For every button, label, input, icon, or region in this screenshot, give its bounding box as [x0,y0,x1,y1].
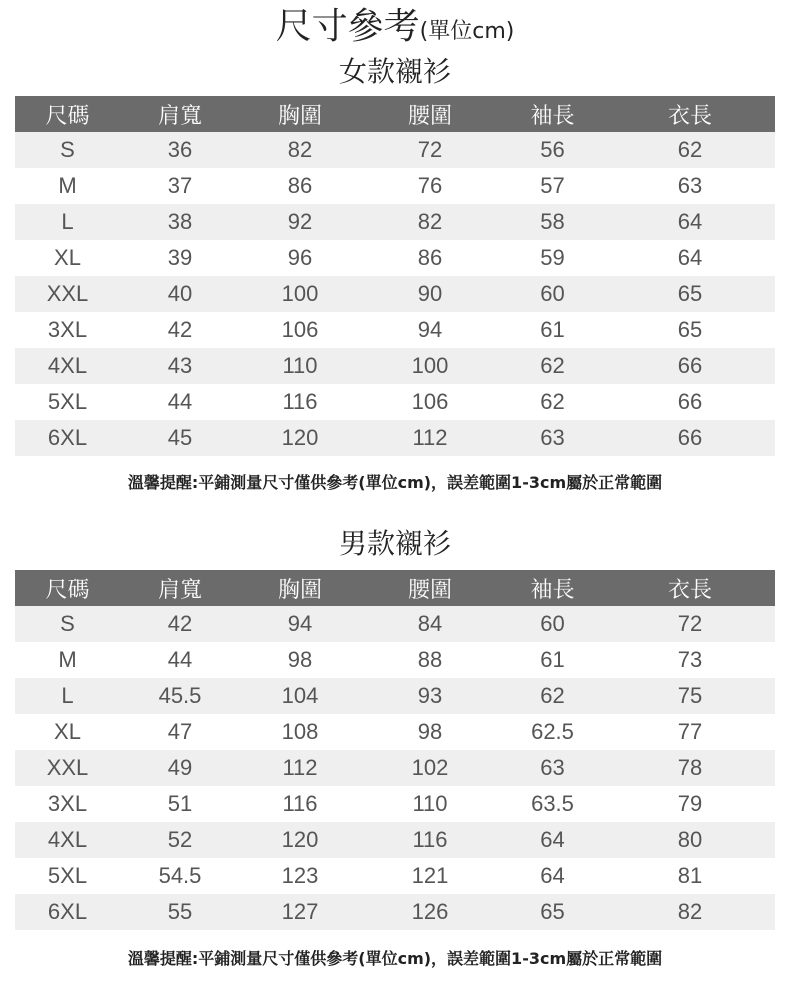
cell-shoulder: 38 [120,204,240,240]
cell-waist: 121 [360,858,500,894]
table-row [15,132,775,168]
cell-waist: 76 [360,168,500,204]
cell-size: 4XL [15,348,120,384]
table-row [15,858,775,894]
cell-sleeve: 62.5 [500,714,605,750]
cell-length: 82 [605,894,775,930]
cell-size: XXL [15,276,120,312]
cell-sleeve: 63.5 [500,786,605,822]
cell-waist: 86 [360,240,500,276]
cell-shoulder: 47 [120,714,240,750]
cell-shoulder: 42 [120,312,240,348]
table-row [15,714,775,750]
cell-size: 3XL [15,786,120,822]
col-header-size: 尺碼 [15,96,120,132]
table-header-row [15,570,775,606]
cell-sleeve: 56 [500,132,605,168]
cell-chest: 127 [240,894,360,930]
cell-chest: 106 [240,312,360,348]
cell-length: 65 [605,312,775,348]
women-size-table [15,96,775,456]
cell-shoulder: 45.5 [120,678,240,714]
cell-length: 77 [605,714,775,750]
cell-waist: 110 [360,786,500,822]
cell-shoulder: 43 [120,348,240,384]
cell-length: 63 [605,168,775,204]
cell-chest: 94 [240,606,360,642]
col-header-waist: 腰圍 [360,96,500,132]
cell-waist: 100 [360,348,500,384]
cell-shoulder: 52 [120,822,240,858]
cell-chest: 108 [240,714,360,750]
women-table-body [15,132,775,456]
cell-length: 73 [605,642,775,678]
cell-chest: 120 [240,822,360,858]
men-size-table [15,570,775,930]
cell-size: 6XL [15,420,120,456]
cell-shoulder: 51 [120,786,240,822]
cell-length: 65 [605,276,775,312]
col-header-length: 衣長 [605,96,775,132]
cell-shoulder: 40 [120,276,240,312]
cell-shoulder: 55 [120,894,240,930]
cell-shoulder: 42 [120,606,240,642]
cell-waist: 112 [360,420,500,456]
cell-sleeve: 61 [500,312,605,348]
cell-sleeve: 64 [500,858,605,894]
cell-chest: 92 [240,204,360,240]
table-row [15,750,775,786]
cell-length: 75 [605,678,775,714]
cell-sleeve: 59 [500,240,605,276]
cell-size: 5XL [15,384,120,420]
cell-length: 64 [605,240,775,276]
cell-waist: 84 [360,606,500,642]
cell-chest: 86 [240,168,360,204]
cell-sleeve: 60 [500,606,605,642]
cell-size: XXL [15,750,120,786]
cell-shoulder: 36 [120,132,240,168]
men-note: 溫馨提醒:平鋪測量尺寸僅供參考(單位cm)，誤差範圍1-3cm屬於正常範圍 [127,949,663,968]
cell-length: 64 [605,204,775,240]
col-header-size: 尺碼 [15,570,120,606]
cell-length: 66 [605,384,775,420]
cell-sleeve: 65 [500,894,605,930]
cell-chest: 100 [240,276,360,312]
cell-waist: 102 [360,750,500,786]
cell-sleeve: 63 [500,750,605,786]
table-row [15,678,775,714]
cell-length: 80 [605,822,775,858]
cell-size: L [15,204,120,240]
table-row [15,204,775,240]
cell-size: 6XL [15,894,120,930]
cell-size: S [15,132,120,168]
page-title [0,0,790,52]
cell-chest: 120 [240,420,360,456]
cell-shoulder: 45 [120,420,240,456]
table-row [15,312,775,348]
table-row [15,168,775,204]
cell-sleeve: 61 [500,642,605,678]
cell-chest: 116 [240,786,360,822]
table-row [15,642,775,678]
cell-shoulder: 44 [120,384,240,420]
col-header-sleeve: 袖長 [500,570,605,606]
cell-chest: 104 [240,678,360,714]
cell-chest: 112 [240,750,360,786]
cell-length: 78 [605,750,775,786]
cell-length: 66 [605,420,775,456]
cell-shoulder: 37 [120,168,240,204]
table-row [15,786,775,822]
cell-waist: 90 [360,276,500,312]
col-header-length: 衣長 [605,570,775,606]
cell-chest: 110 [240,348,360,384]
cell-waist: 98 [360,714,500,750]
table-row [15,420,775,456]
cell-length: 81 [605,858,775,894]
cell-size: 5XL [15,858,120,894]
cell-chest: 96 [240,240,360,276]
cell-chest: 116 [240,384,360,420]
cell-shoulder: 49 [120,750,240,786]
col-header-shoulder: 肩寬 [120,96,240,132]
cell-waist: 116 [360,822,500,858]
cell-shoulder: 54.5 [120,858,240,894]
cell-sleeve: 60 [500,276,605,312]
cell-length: 72 [605,606,775,642]
cell-waist: 72 [360,132,500,168]
table-row [15,276,775,312]
cell-shoulder: 44 [120,642,240,678]
cell-shoulder: 39 [120,240,240,276]
table-row [15,606,775,642]
cell-size: XL [15,240,120,276]
men-section-title: 男款襯衫 [338,527,451,560]
col-header-chest: 胸圍 [240,96,360,132]
table-row [15,384,775,420]
col-header-sleeve: 袖長 [500,96,605,132]
cell-waist: 93 [360,678,500,714]
women-section-title: 女款襯衫 [338,55,451,88]
cell-size: 4XL [15,822,120,858]
cell-size: XL [15,714,120,750]
col-header-chest: 胸圍 [240,570,360,606]
cell-chest: 82 [240,132,360,168]
cell-sleeve: 64 [500,822,605,858]
cell-sleeve: 62 [500,384,605,420]
table-row [15,822,775,858]
cell-size: L [15,678,120,714]
cell-size: 3XL [15,312,120,348]
cell-sleeve: 62 [500,678,605,714]
cell-waist: 82 [360,204,500,240]
cell-waist: 88 [360,642,500,678]
table-header-row [15,96,775,132]
cell-waist: 94 [360,312,500,348]
col-header-waist: 腰圍 [360,570,500,606]
men-table-body [15,606,775,930]
cell-sleeve: 57 [500,168,605,204]
cell-length: 79 [605,786,775,822]
cell-sleeve: 63 [500,420,605,456]
cell-waist: 126 [360,894,500,930]
cell-chest: 98 [240,642,360,678]
cell-size: M [15,642,120,678]
cell-length: 62 [605,132,775,168]
cell-length: 66 [605,348,775,384]
cell-sleeve: 62 [500,348,605,384]
cell-size: S [15,606,120,642]
page-title-text: 尺寸參考 [275,6,420,47]
table-row [15,894,775,930]
table-row [15,348,775,384]
cell-size: M [15,168,120,204]
cell-waist: 106 [360,384,500,420]
page-title-unit: (單位cm) [419,19,515,44]
cell-sleeve: 58 [500,204,605,240]
women-note: 溫馨提醒:平鋪測量尺寸僅供參考(單位cm)，誤差範圍1-3cm屬於正常範圍 [127,473,663,492]
col-header-shoulder: 肩寬 [120,570,240,606]
cell-chest: 123 [240,858,360,894]
table-row [15,240,775,276]
